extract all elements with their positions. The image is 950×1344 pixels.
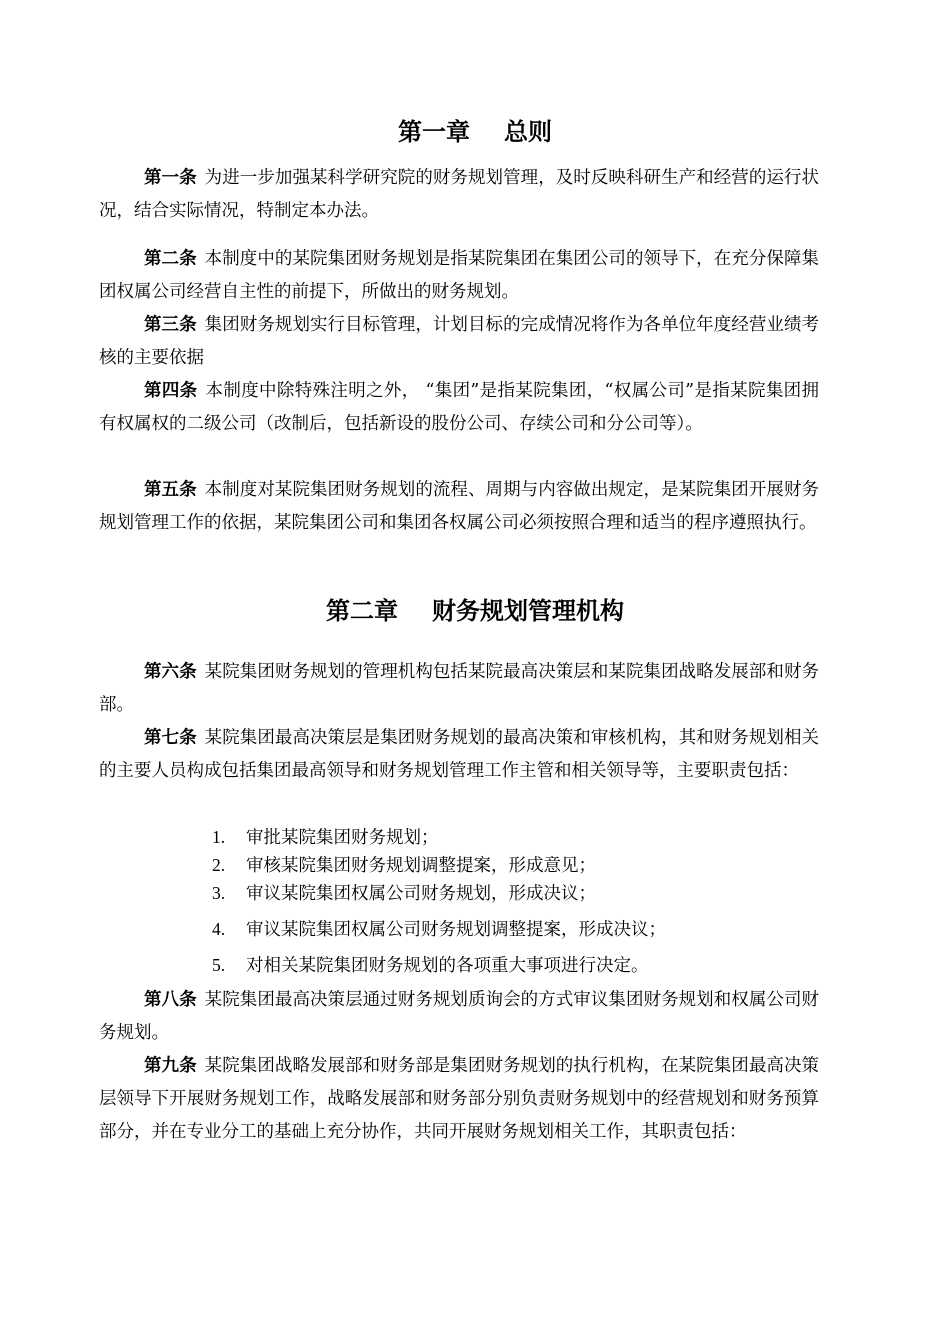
chapter-2-heading	[0, 596, 950, 626]
list-text: 审批某院集团财务规划；	[246, 828, 439, 848]
article-text: 为进一步加强某科学研究院的财务规划管理，及时反映科研生产和经营的运行状况，结合实际情况，特制定本办法。	[99, 168, 820, 221]
list-number: 2.	[212, 855, 226, 875]
duty-list-item	[212, 851, 596, 880]
article-9	[99, 1050, 819, 1149]
duty-list-item	[212, 915, 666, 944]
article-7	[99, 722, 819, 788]
article-3	[99, 309, 819, 375]
chapter-1-title: 总则	[504, 118, 552, 146]
article-label: 第四条	[144, 381, 198, 401]
article-label: 第一条	[144, 168, 197, 188]
list-text: 对相关某院集团财务规划的各项重大事项进行决定。	[246, 956, 649, 976]
article-text: 本制度中的某院集团财务规划是指某院集团在集团公司的领导下，在充分保障集团权属公司经营自主性的前提下，所做出的财务规划。	[99, 249, 820, 302]
article-1	[99, 162, 819, 228]
duty-list-item	[212, 879, 596, 908]
article-label: 第五条	[144, 480, 197, 500]
duty-list-item	[212, 823, 439, 852]
list-number: 5.	[212, 955, 226, 975]
article-6	[99, 656, 819, 722]
article-4	[99, 375, 819, 441]
article-8	[99, 984, 819, 1050]
article-label: 第六条	[144, 662, 197, 682]
list-number: 3.	[212, 883, 226, 903]
list-text: 审议某院集团权属公司财务规划，形成决议；	[246, 884, 596, 904]
article-label: 第七条	[144, 728, 197, 748]
article-text: 某院集团最高决策层是集团财务规划的最高决策和审核机构，其和财务规划相关的主要人员构成包括集团最高领导和财务规划管理工作主管和相关领导等，主要职责包括：	[99, 728, 820, 781]
chapter-2-title: 财务规划管理机构	[432, 597, 624, 625]
article-text: 某院集团财务规划的管理机构包括某院最高决策层和某院集团战略发展部和财务部。	[99, 662, 820, 715]
duty-list-item	[212, 951, 649, 980]
list-text: 审议某院集团权属公司财务规划调整提案，形成决议；	[246, 920, 666, 940]
article-text: 某院集团战略发展部和财务部是集团财务规划的执行机构，在某院集团最高决策层领导下开展财务规划工作，战略发展部和财务部分别负责财务规划中的经营规划和财务预算部分，并在专业分工的基础上充分协作，共同开展财务规划相关工作，其职责包括：	[99, 1056, 820, 1142]
article-label: 第九条	[144, 1056, 197, 1076]
article-5	[99, 474, 819, 540]
chapter-1-heading	[0, 117, 950, 147]
chapter-2-label: 第二章	[326, 597, 398, 625]
article-text: 集团财务规划实行目标管理，计划目标的完成情况将作为各单位年度经营业绩考核的主要依据	[99, 315, 820, 368]
list-number: 1.	[212, 827, 226, 847]
chapter-1-label: 第一章	[398, 118, 470, 146]
article-text: 某院集团最高决策层通过财务规划质询会的方式审议集团财务规划和权属公司财务规划。	[99, 990, 820, 1043]
article-label: 第三条	[144, 315, 197, 335]
article-text: 本制度中除特殊注明之外， “集团”是指某院集团，“权属公司”是指某院集团拥有权属权的二级公司（改制后，包括新设的股份公司、存续公司和分公司等）。	[99, 381, 819, 434]
article-label: 第八条	[144, 990, 197, 1010]
list-number: 4.	[212, 919, 226, 939]
article-label: 第二条	[144, 249, 197, 269]
article-2	[99, 243, 819, 309]
article-text: 本制度对某院集团财务规划的流程、周期与内容做出规定，是某院集团开展财务规划管理工作的依据，某院集团公司和集团各权属公司必须按照合理和适当的程序遵照执行。	[99, 480, 820, 533]
list-text: 审核某院集团财务规划调整提案，形成意见；	[246, 856, 596, 876]
